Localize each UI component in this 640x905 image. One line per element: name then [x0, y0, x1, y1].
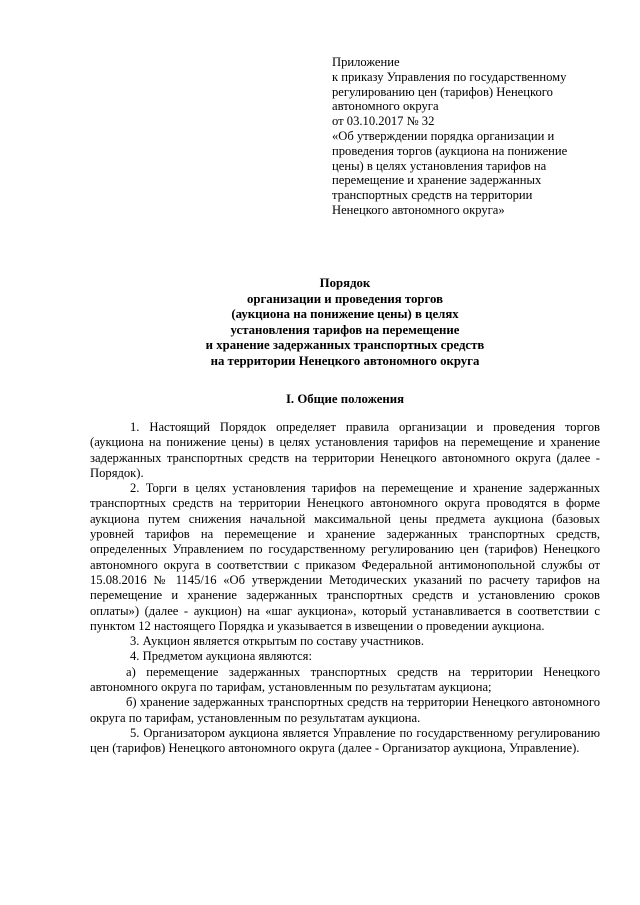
title-line: (аукциона на понижение цены) в целях [231, 307, 459, 322]
title-line: и хранение задержанных транспортных средств [205, 338, 485, 353]
paragraph-4: 4. Предметом аукциона являются: [130, 649, 312, 664]
paragraph-4b: б) хранение задержанных транспортных средств на территории Ненецкого автономного округа по тарифам, установленным по результатам аукциона. [90, 695, 600, 725]
paragraph-3: 3. Аукцион является открытым по составу участников. [130, 634, 425, 649]
title-line: на территории Ненецкого автономного округа [210, 353, 480, 368]
title-line: организации и проведения торгов [246, 291, 444, 306]
appendix-line: «Об утверждении порядка организации и [332, 128, 555, 143]
appendix-line: проведения торгов (аукциона на понижение [332, 143, 568, 158]
appendix-line: к приказу Управления по государственному [332, 69, 567, 84]
paragraph-2: 2. Торги в целях установления тарифов на перемещение и хранение задержанных транспортных средств на территории Ненецкого автономного округа проводятся в форме аукциона путем снижения начальной максимальной цены предмета аукциона (базовых уровней тарифов на перемещение и хранение задержанных транспортных средств, определенных Управлением по государственному регулированию цен (тарифов) Ненецкого автономного округа в соответствии с приказом Федеральной антимонопольной службы от 15.08.2016 № 1145/16 «Об утверждении Методических указаний по расчету тарифов на перемещение и хранение задержанных транспортных средств и установлению сроков оплаты») (далее - аукцион) на «шаг аукциона», который устанавливается в соответствии с пунктом 12 настоящего Порядка и указывается в извещении о проведении аукциона. [90, 481, 600, 633]
paragraph-1: 1. Настоящий Порядок определяет правила организации и проведения торгов (аукциона на понижение цены) в целях установления тарифов на перемещение и хранение задержанных транспортных средств на территории Ненецкого автономного округа (далее - Порядок). [90, 420, 600, 480]
paragraph-4a: а) перемещение задержанных транспортных средств на территории Ненецкого автономного округа по тарифам, установленным по результатам аукциона; [90, 664, 600, 695]
appendix-line: регулированию цен (тарифов) Ненецкого [332, 84, 553, 99]
section-heading: I. Общие положения [285, 392, 405, 406]
appendix-block [332, 55, 612, 218]
title-line: установления тарифов на перемещение [230, 322, 460, 337]
title-line: Порядок [319, 276, 371, 290]
appendix-line: автономного округа [332, 99, 439, 114]
document-title [90, 276, 600, 370]
appendix-line: от 03.10.2017 № 32 [332, 114, 435, 129]
appendix-line: перемещение и хранение задержанных [332, 173, 542, 188]
appendix-line: транспортных средств на территории [332, 188, 533, 203]
appendix-line: Приложение [332, 55, 400, 69]
document-body [90, 420, 600, 757]
appendix-line: цены) в целях установления тарифов на [332, 158, 547, 173]
paragraph-5: 5. Организатором аукциона является Управление по государственному регулированию цен (тарифов) Ненецкого автономного округа (далее - Организатор аукциона, Управление). [90, 725, 600, 756]
appendix-line: Ненецкого автономного округа» [332, 202, 505, 217]
